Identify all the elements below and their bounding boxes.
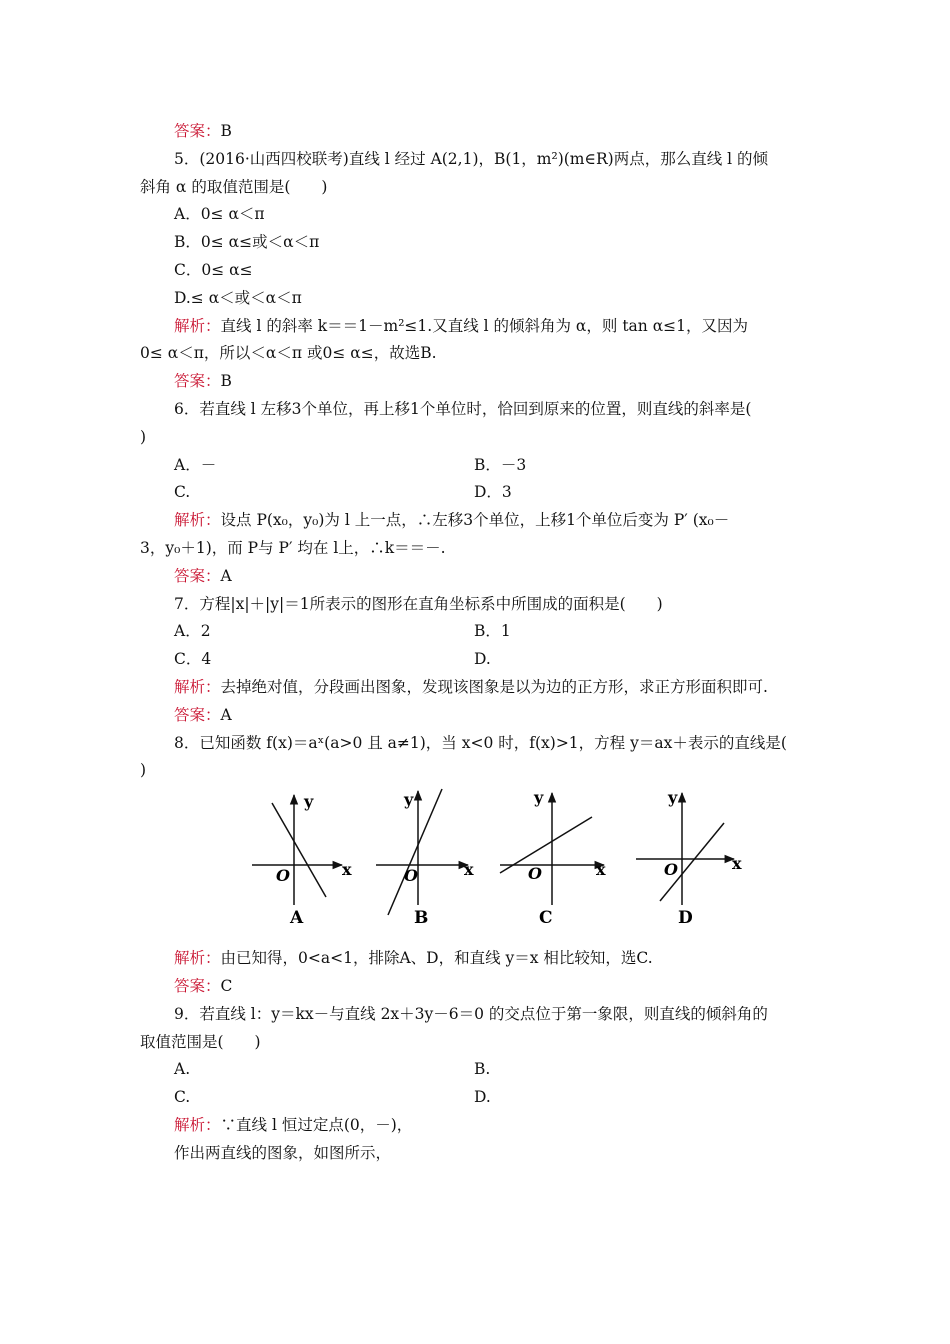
y-label: y xyxy=(534,788,544,808)
question-5-line-2: 斜角 α 的取值范围是( ) xyxy=(140,177,328,196)
question-8-line-1: 8．已知函数 f(x)＝aˣ(a>0 且 a≠1)，当 x<0 时，f(x)>1，方程 y＝ax＋表示的直线是( xyxy=(174,733,787,752)
graph-c xyxy=(500,788,606,928)
origin-label: O xyxy=(528,864,542,884)
question-5-option-d: D.≤ α＜或＜α＜π xyxy=(174,288,302,307)
document-page xyxy=(140,118,812,1168)
question-5-line-1: 5．(2016·山西四校联考)直线 l 经过 A(2,1)，B(1，m²)(m∈R)两点，那么直线 l 的倾 xyxy=(174,149,769,168)
analysis-9-line-1: 解析：∵直线 l 恒过定点(0，－)， xyxy=(174,1115,413,1134)
analysis-6-line-1: 解析：设点 P(x₀，y₀)为 l 上一点，∴左移3个单位，上移1个单位后变为 P′ (x₀－ xyxy=(174,511,730,530)
caption-a: A xyxy=(290,908,304,929)
x-label: x xyxy=(464,860,474,880)
x-label: x xyxy=(732,854,742,874)
answer-7: 答案：A xyxy=(174,705,232,724)
question-8-line-2: ) xyxy=(140,761,147,780)
question-9-options-ab: A. B. xyxy=(174,1060,491,1079)
answer-6: 答案：A xyxy=(174,566,232,585)
question-6-options-cd: C. D．3 xyxy=(174,483,512,502)
caption-d: D xyxy=(678,908,693,929)
y-label: y xyxy=(304,792,314,812)
question-6-line-2: ) xyxy=(140,427,147,446)
question-5-option-b: B．0≤ α≤或＜α＜π xyxy=(174,233,320,252)
question-7-options-cd: C．4 D. xyxy=(174,650,491,669)
y-label: y xyxy=(668,788,678,808)
analysis-8: 解析：由已知得，0<a<1，排除A、D，和直线 y＝x 相比较知，选C. xyxy=(174,949,653,968)
origin-label: O xyxy=(404,866,418,886)
question-7-options-ab: A．2 B．1 xyxy=(174,622,511,641)
x-label: x xyxy=(596,860,606,880)
graph-d xyxy=(636,788,742,928)
x-label: x xyxy=(342,860,352,880)
line-b xyxy=(388,789,442,915)
origin-label: O xyxy=(276,866,290,886)
y-label: y xyxy=(404,790,414,810)
four-line-graphs xyxy=(250,788,742,943)
origin-label: O xyxy=(664,860,678,880)
analysis-5-line-1: 解析：直线 l 的斜率 k＝＝1－m²≤1.又直线 l 的倾斜角为 α，则 tan α≤1，又因为 xyxy=(174,316,749,335)
caption-b: B xyxy=(414,908,429,929)
question-9-line-2: 取值范围是( ) xyxy=(140,1032,261,1051)
question-6-line-1: 6．若直线 l 左移3个单位，再上移1个单位时，恰回到原来的位置，则直线的斜率是( xyxy=(174,399,752,418)
caption-c: C xyxy=(539,908,553,929)
analysis-9-line-2: 作出两直线的图象，如图所示， xyxy=(174,1143,392,1162)
analysis-7: 解析：去掉绝对值，分段画出图象，发现该图象是以为边的正方形，求正方形面积即可. xyxy=(174,677,768,696)
analysis-5-line-2: 0≤ α＜π，所以＜α＜π 或0≤ α≤，故选B. xyxy=(140,344,437,363)
question-5-option-a: A．0≤ α＜π xyxy=(174,205,265,224)
question-6-options-ab: A．－ B．－3 xyxy=(174,455,527,474)
question-8-figure xyxy=(140,785,812,945)
analysis-6-line-2: 3，y₀＋1)，而 P与 P′ 均在 l上，∴k＝＝－. xyxy=(140,538,446,557)
graph-b xyxy=(376,789,474,928)
graph-a xyxy=(252,792,352,928)
answer-4: 答案：B xyxy=(174,122,232,140)
question-7-line-1: 7．方程|x|＋|y|＝1所表示的图形在直角坐标系中所围成的面积是( ) xyxy=(174,594,663,613)
question-9-line-1: 9．若直线 l：y＝kx－与直线 2x＋3y－6＝0 的交点位于第一象限，则直线的倾斜角的 xyxy=(174,1004,768,1023)
question-9-options-cd: C. D. xyxy=(174,1088,491,1107)
answer-8: 答案：C xyxy=(174,976,233,995)
answer-5: 答案：B xyxy=(174,372,232,391)
question-5-option-c: C．0≤ α≤ xyxy=(174,260,253,279)
